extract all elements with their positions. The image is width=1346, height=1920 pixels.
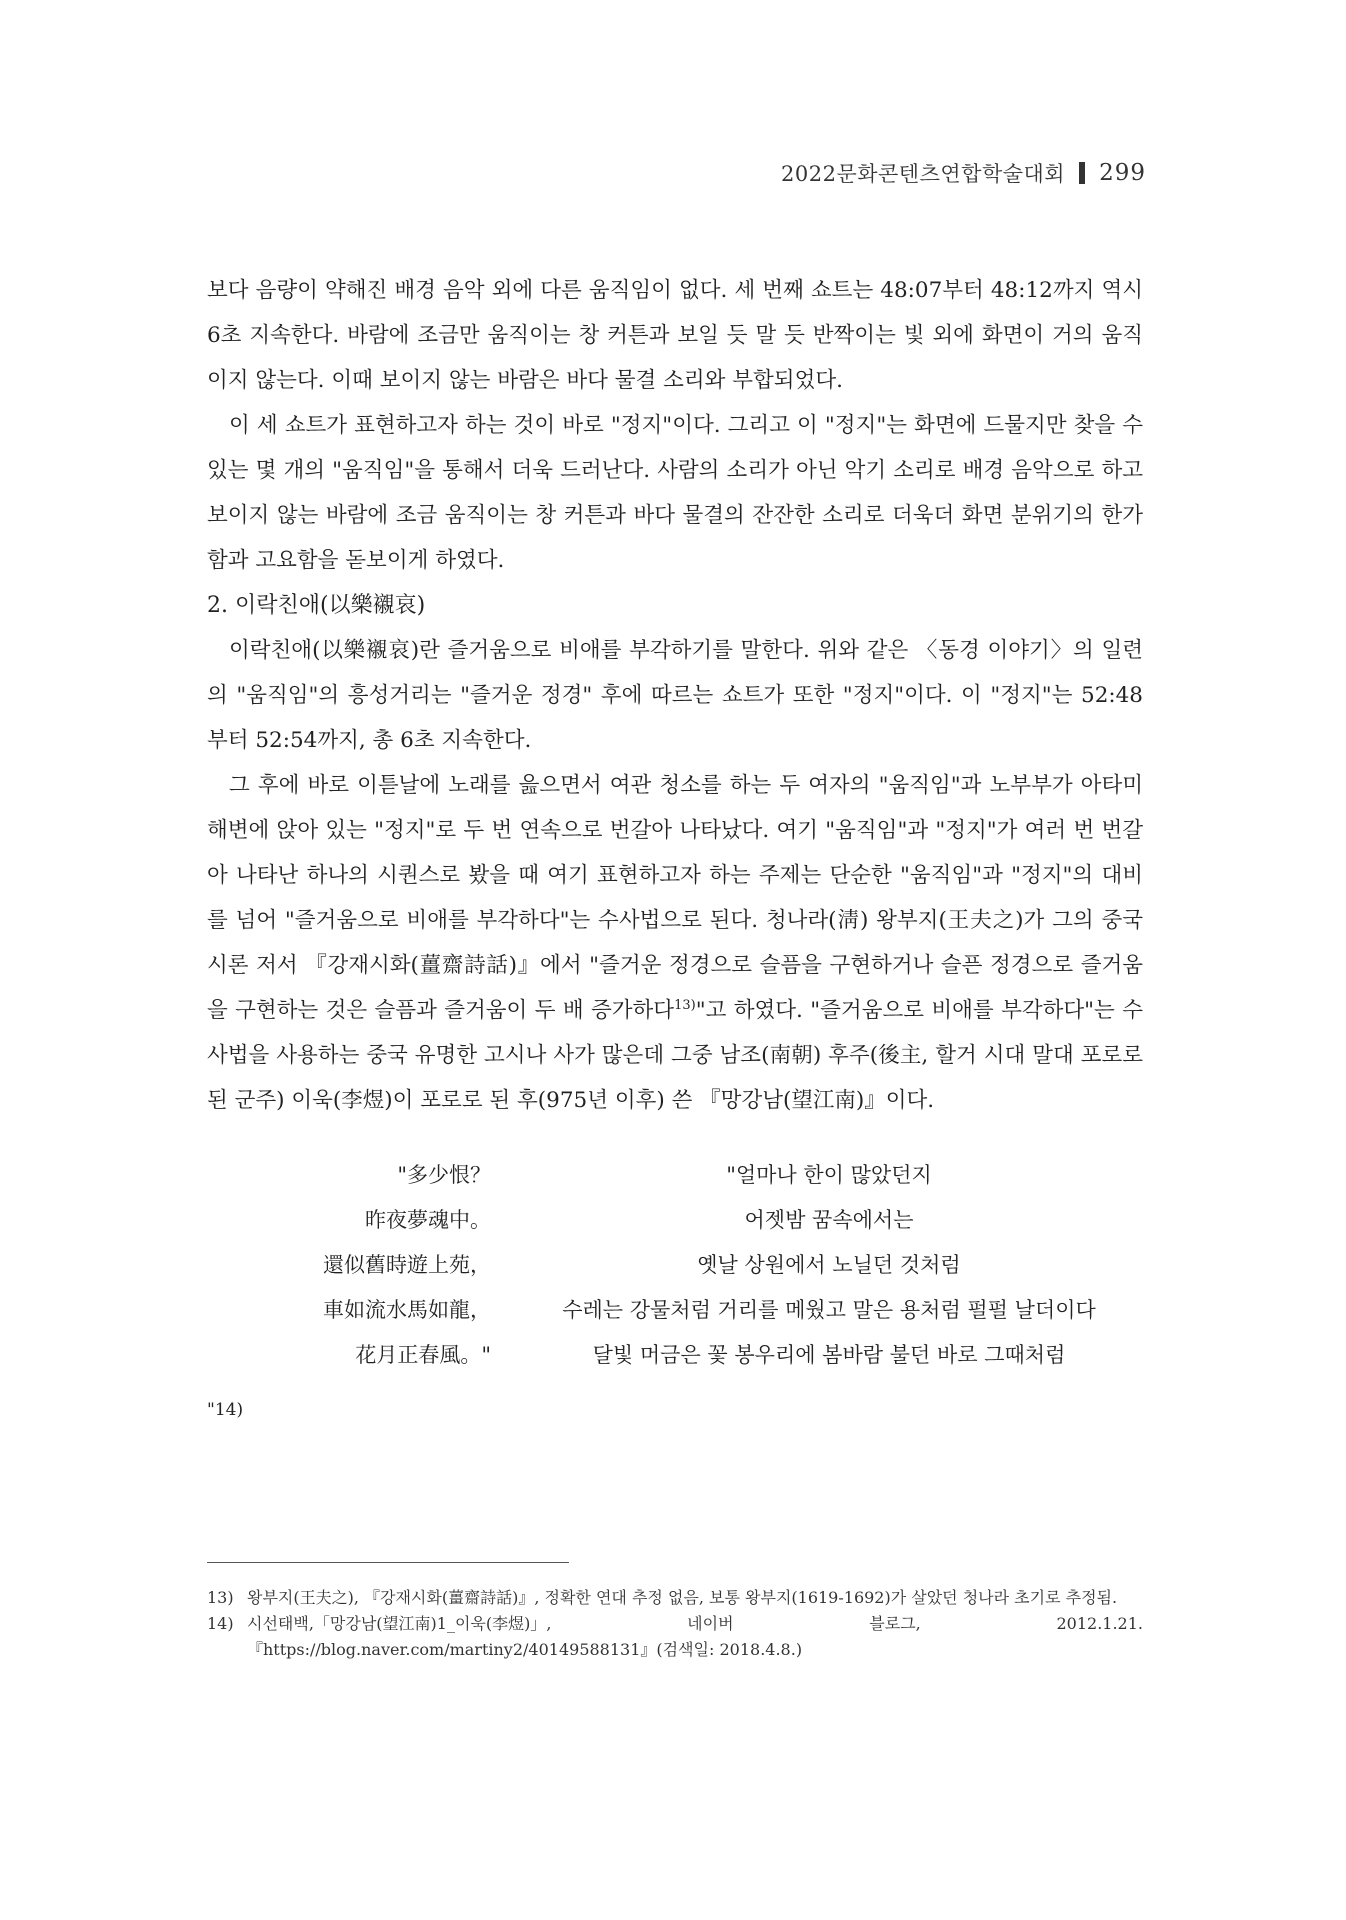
footnote-13 — [207, 1585, 1143, 1611]
paragraph-1: 보다 음량이 약해진 배경 음악 외에 다른 움직임이 없다. 세 번째 쇼트는 48:07부터 48:12까지 역시 6초 지속한다. 바람에 조금만 움직이는 창 커튼과 보일 듯 말 듯 반짝이는 빛 외에 화면이 거의 움직이지 않는다. 이때 보이지 않는 바람은 바다 물결 소리와 부합되었다. — [207, 278, 1143, 393]
poem-korean: 수레는 강물처럼 거리를 메웠고 말은 용처럼 펄펄 날더이다 — [562, 1298, 1096, 1322]
footnote-divider — [207, 1562, 569, 1563]
footnote-text: 왕부지(王夫之), 『강재시화(薑齋詩話)』, 정확한 연대 추정 없음, 보통 왕부지(1619-1692)가 살았던 청나라 초기로 추정됨. — [247, 1588, 1118, 1607]
paragraph-4-part-a: 그 후에 바로 이튿날에 노래를 읊으면서 여관 청소를 하는 두 여자의 "움직임"과 노부부가 아타미 해변에 앉아 있는 "정지"로 두 번 연속으로 번갈아 나타났다. 여기 "움직임"과 "정지"가 여러 번 번갈아 나타난 하나의 시퀀스로 봤을 때 여기 표현하고자 하는 주제는 단순한 "움직임"과 "정지"의 대비를 넘어 "즐거움으로 비애를 부각하다"는 수사법으로 된다. 청나라(淸) 왕부지(王夫之)가 그의 중국 시론 저서 『강재시화(薑齋詩話)』에서 "즐거운 정경으로 슬픔을 구현하거나 슬픈 정경으로 즐거움을 구현하는 것은 슬픔과 즐거움이 두 배 증가하다 — [207, 773, 1143, 1023]
poem-chinese: "多少恨？ — [397, 1163, 491, 1187]
footnote-text — [247, 1611, 1143, 1637]
running-header — [781, 158, 1146, 188]
poem-chinese: 昨夜夢魂中。 — [365, 1208, 491, 1232]
poem-line — [207, 1333, 1143, 1378]
paragraph-4 — [207, 763, 1143, 1123]
journal-title: 2022문화콘텐츠연합학술대회 — [781, 162, 1066, 186]
poem-line — [207, 1198, 1143, 1243]
footnote-14-type: 블로그, — [869, 1614, 921, 1633]
paragraph-2: 이 세 쇼트가 표현하고자 하는 것이 바로 "정지"이다. 그리고 이 "정지"는 화면에 드물지만 찾을 수 있는 몇 개의 "움직임"을 통해서 더욱 드러난다. 사람의 소리가 아닌 악기 소리로 배경 음악으로 하고 보이지 않는 바람에 조금 움직이는 창 커튼과 바다 물결의 잔잔한 소리로 더욱더 화면 분위기의 한가함과 고요함을 돋보이게 하였다. — [207, 413, 1143, 573]
poem-block — [207, 1153, 1143, 1433]
paragraph-3: 이락친애(以樂襯哀)란 즐거움으로 비애를 부각하기를 말한다. 위와 같은 〈동경 이야기〉의 일련의 "움직임"의 흥성거리는 "즐거운 정경" 후에 따르는 쇼트가 또한 "정지"이다. 이 "정지"는 52:48부터 52:54까지, 총 6초 지속한다. — [207, 638, 1143, 753]
poem-chinese: 花月正春風。" — [355, 1343, 491, 1367]
poem-line — [207, 1243, 1143, 1288]
poem-korean: 달빛 머금은 꽃 봉우리에 봄바람 불던 바로 그때처럼 — [592, 1343, 1066, 1367]
header-divider — [1079, 162, 1085, 184]
poem-footnote-ref: "14) — [207, 1400, 244, 1420]
footnote-14-url[interactable]: 『https://blog.naver.com/martiny2/40149588131』(검색일: 2018.4.8.) — [247, 1640, 803, 1659]
footnote-14-date: 2012.1.21. — [1056, 1614, 1143, 1633]
poem-korean: "얼마나 한이 많았던지 — [726, 1163, 932, 1187]
page-number: 299 — [1099, 160, 1146, 186]
footnote-number: 14) — [207, 1614, 234, 1633]
poem-line — [207, 1153, 1143, 1198]
footnote-14-site: 네이버 — [687, 1614, 734, 1633]
poem-korean: 어젯밤 꿈속에서는 — [744, 1208, 914, 1232]
footnote-14 — [207, 1611, 1143, 1637]
poem-chinese: 車如流水馬如龍， — [323, 1298, 491, 1322]
poem-korean: 옛날 상원에서 노닐던 것처럼 — [697, 1253, 961, 1277]
footnote-ref-13: 13) — [674, 997, 696, 1013]
paragraph-4-part-b: "고 하였다. "즐거움으로 비애를 부각하다"는 수사법을 사용하는 중국 유명한 고시나 사가 많은데 그중 남조(南朝) 후주(後主, 할거 시대 말대 포로로 된 군주) 이욱(李煜)이 포로로 된 후(975년 이후) 쓴 『망강남(望江南)』이다. — [207, 998, 1143, 1113]
footnote-14-title: 시선태백,「망강남(望江南)1_이욱(李煜)」, — [247, 1614, 552, 1633]
poem-chinese: 還似舊時遊上苑， — [323, 1253, 491, 1277]
section-heading: 2. 이락친애(以樂襯哀) — [207, 593, 426, 618]
footnotes — [207, 1585, 1143, 1663]
poem-line — [207, 1288, 1143, 1333]
main-text — [207, 268, 1143, 1433]
footnote-number: 13) — [207, 1588, 234, 1607]
